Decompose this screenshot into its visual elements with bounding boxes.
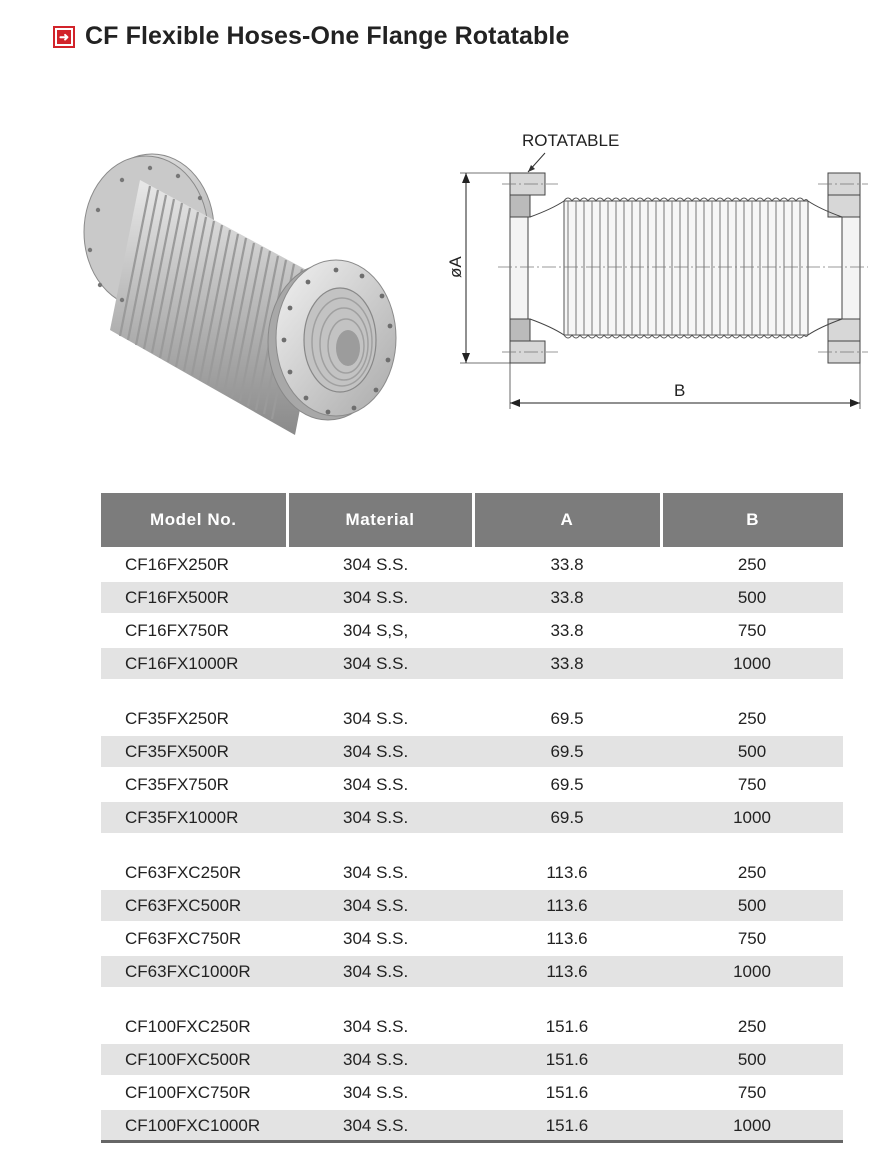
column-header-material: Material: [287, 493, 473, 548]
b-cell: 1000: [661, 955, 843, 988]
column-header-b: B: [661, 493, 843, 548]
group-spacer: [101, 680, 843, 702]
model-cell: CF100FXC250R: [101, 1010, 287, 1043]
a-cell: 151.6: [473, 1010, 661, 1043]
material-cell: 304 S.S.: [287, 548, 473, 581]
material-cell: 304 S.S.: [287, 1109, 473, 1141]
model-cell: CF63FXC1000R: [101, 955, 287, 988]
material-cell: 304 S.S.: [287, 801, 473, 834]
b-cell: 500: [661, 889, 843, 922]
b-cell: 750: [661, 922, 843, 955]
dimension-a-label: øA: [446, 256, 465, 278]
rotatable-label: ROTATABLE: [522, 131, 620, 150]
a-cell: 151.6: [473, 1043, 661, 1076]
table-row: [101, 922, 843, 955]
material-cell: 304 S,S,: [287, 614, 473, 647]
model-cell: CF16FX500R: [101, 581, 287, 614]
model-cell: CF63FXC250R: [101, 856, 287, 889]
group-spacer: [101, 988, 843, 1010]
group-spacer: [101, 834, 843, 856]
model-cell: CF35FX1000R: [101, 801, 287, 834]
b-cell: 750: [661, 614, 843, 647]
a-cell: 33.8: [473, 614, 661, 647]
model-cell: CF35FX500R: [101, 735, 287, 768]
a-cell: 113.6: [473, 922, 661, 955]
a-cell: 33.8: [473, 581, 661, 614]
dimension-b-label: B: [674, 381, 686, 400]
column-header-model: Model No.: [101, 493, 287, 548]
material-cell: 304 S.S.: [287, 955, 473, 988]
b-cell: 1000: [661, 647, 843, 680]
a-cell: 33.8: [473, 548, 661, 581]
material-cell: 304 S.S.: [287, 647, 473, 680]
table-row: [101, 581, 843, 614]
table-row: [101, 647, 843, 680]
table-row: [101, 1043, 843, 1076]
material-cell: 304 S.S.: [287, 1076, 473, 1109]
table-row: [101, 614, 843, 647]
page-title-text: CF Flexible Hoses-One Flange Rotatable: [85, 22, 570, 50]
b-cell: 1000: [661, 1109, 843, 1141]
table-row: [101, 702, 843, 735]
column-header-a: A: [473, 493, 661, 548]
model-cell: CF100FXC500R: [101, 1043, 287, 1076]
table-row: [101, 889, 843, 922]
a-cell: 113.6: [473, 955, 661, 988]
a-cell: 69.5: [473, 702, 661, 735]
a-cell: 113.6: [473, 856, 661, 889]
table-row: [101, 1109, 843, 1141]
material-cell: 304 S.S.: [287, 1010, 473, 1043]
table-row: [101, 801, 843, 834]
model-cell: CF63FXC750R: [101, 922, 287, 955]
table-header-row: [101, 493, 843, 548]
table-row: [101, 955, 843, 988]
a-cell: 151.6: [473, 1109, 661, 1141]
b-cell: 250: [661, 1010, 843, 1043]
model-cell: CF100FXC1000R: [101, 1109, 287, 1141]
table-row: [101, 548, 843, 581]
arrow-right-icon: ➜: [53, 26, 75, 48]
model-cell: CF35FX750R: [101, 768, 287, 801]
table-row: [101, 1076, 843, 1109]
b-cell: 1000: [661, 801, 843, 834]
model-cell: CF63FXC500R: [101, 889, 287, 922]
table-body: [101, 548, 843, 1141]
material-cell: 304 S.S.: [287, 735, 473, 768]
table-row: [101, 768, 843, 801]
b-cell: 500: [661, 735, 843, 768]
a-cell: 113.6: [473, 889, 661, 922]
a-cell: 33.8: [473, 647, 661, 680]
material-cell: 304 S.S.: [287, 856, 473, 889]
technical-drawing: [440, 125, 880, 415]
model-cell: CF35FX250R: [101, 702, 287, 735]
a-cell: 69.5: [473, 801, 661, 834]
spec-table: [101, 493, 843, 1141]
b-cell: 500: [661, 1043, 843, 1076]
material-cell: 304 S.S.: [287, 1043, 473, 1076]
table-row: [101, 856, 843, 889]
page-title: [53, 22, 569, 51]
a-cell: 69.5: [473, 735, 661, 768]
b-cell: 250: [661, 856, 843, 889]
model-cell: CF16FX1000R: [101, 647, 287, 680]
model-cell: CF16FX250R: [101, 548, 287, 581]
table-row: [101, 735, 843, 768]
b-cell: 250: [661, 702, 843, 735]
b-cell: 750: [661, 768, 843, 801]
b-cell: 500: [661, 581, 843, 614]
material-cell: 304 S.S.: [287, 889, 473, 922]
model-cell: CF100FXC750R: [101, 1076, 287, 1109]
a-cell: 151.6: [473, 1076, 661, 1109]
table-bottom-rule: [101, 1140, 843, 1143]
model-cell: CF16FX750R: [101, 614, 287, 647]
material-cell: 304 S.S.: [287, 702, 473, 735]
b-cell: 750: [661, 1076, 843, 1109]
material-cell: 304 S.S.: [287, 922, 473, 955]
product-photo: [70, 150, 400, 440]
material-cell: 304 S.S.: [287, 768, 473, 801]
b-cell: 250: [661, 548, 843, 581]
a-cell: 69.5: [473, 768, 661, 801]
table-row: [101, 1010, 843, 1043]
material-cell: 304 S.S.: [287, 581, 473, 614]
